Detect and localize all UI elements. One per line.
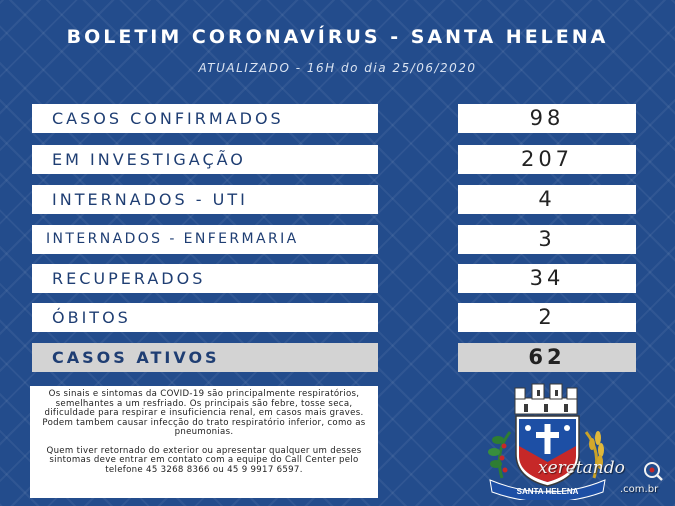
crest-banner-text: SANTA HELENA (516, 487, 579, 496)
watermark-text: xeretando (538, 458, 625, 478)
deaths-value: 2 (458, 303, 636, 332)
ward-hospitalized-value: 3 (458, 225, 636, 254)
active-cases-label: CASOS ATIVOS (32, 343, 378, 372)
symptoms-paragraph: Os sinais e sintomas da COVID-19 são principalmente respiratórios, semelhantes a um resfriado. Os principais são febre, tosse seca, dificuldade para respirar e insuficiencia renal, em casos mais graves. Podem tambem causar infecção do trato respiratório inferior, como as pneumonias. (42, 389, 366, 437)
recovered-value: 34 (458, 264, 636, 293)
icu-hospitalized-label: INTERNADOS - UTI (32, 185, 378, 214)
recovered-label: RECUPERADOS (32, 264, 378, 293)
under-investigation-label: EM INVESTIGAÇÃO (32, 145, 378, 174)
ward-hospitalized-label: INTERNADOS - ENFERMARIA (32, 225, 378, 254)
deaths-label: ÓBITOS (32, 303, 378, 332)
confirmed-cases-label: CASOS CONFIRMADOS (32, 104, 378, 133)
magnifier-eye-icon (642, 460, 664, 482)
coffee-branch-icon (488, 432, 510, 478)
page-title: BOLETIM CORONAVÍRUS - SANTA HELENA (66, 26, 609, 48)
icu-hospitalized-value: 4 (458, 185, 636, 214)
under-investigation-value: 207 (458, 145, 636, 174)
watermark-domain: .com.br (620, 484, 659, 495)
contact-paragraph: Quem tiver retornado do exterior ou apresentar qualquer um desses sintomas deve entrar em contato com a equipe do Call Center pelo telefone 45 3268 8366 ou 45 9 9917 6597. (46, 445, 362, 475)
symptoms-info-box (30, 386, 378, 498)
confirmed-cases-value: 98 (458, 104, 636, 133)
mural-crown-icon (515, 384, 577, 414)
active-cases-value: 62 (458, 343, 636, 372)
update-timestamp: ATUALIZADO - 16H do dia 25/06/2020 (198, 61, 477, 75)
city-crest (480, 382, 615, 500)
